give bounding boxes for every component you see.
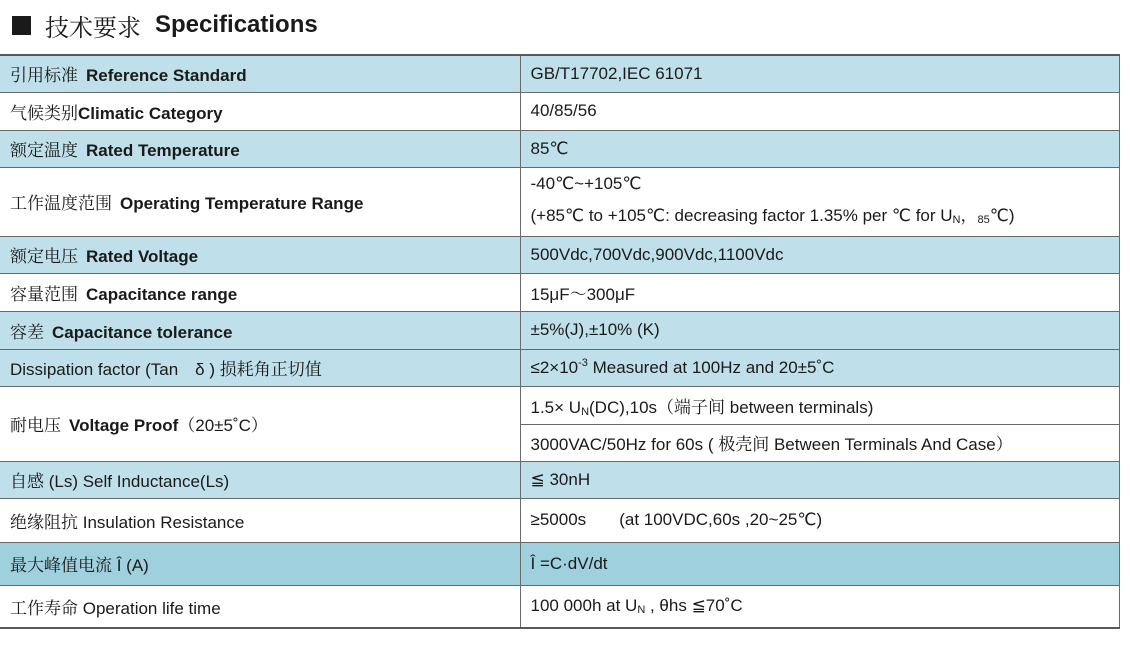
section-title-en: Specifications bbox=[155, 11, 318, 38]
row-value: ±5%(J),±10% (K) bbox=[520, 311, 1119, 349]
row-value: ≥5000s (at 100VDC,60s ,20~25℃) bbox=[520, 498, 1119, 542]
row-label: Dissipation factor (Tan δ ) 损耗角正切值 bbox=[0, 349, 520, 386]
table-row bbox=[0, 130, 1119, 167]
row-value: 15μF～300μF bbox=[520, 273, 1119, 311]
row-label: 引用标准 Reference Standard bbox=[0, 55, 520, 92]
table-row bbox=[0, 498, 1119, 542]
row-value: 3000VAC/50Hz for 60s ( 极壳间 Between Terminals And Case） bbox=[520, 424, 1119, 461]
table-row bbox=[0, 349, 1119, 386]
table-row bbox=[0, 92, 1119, 130]
table-row bbox=[0, 461, 1119, 498]
row-value: 85℃ bbox=[520, 130, 1119, 167]
table-row bbox=[0, 585, 1119, 628]
table-row bbox=[0, 167, 1119, 236]
section-title-cn: 技术要求 bbox=[45, 14, 141, 42]
row-label: 额定温度 Rated Temperature bbox=[0, 130, 520, 167]
table-row bbox=[0, 273, 1119, 311]
row-label: 绝缘阻抗 Insulation Resistance bbox=[0, 498, 520, 542]
row-label: 耐电压 Voltage Proof（20±5˚C） bbox=[0, 386, 520, 461]
row-label: 最大峰值电流 Î (A) bbox=[0, 542, 520, 585]
row-value: 100 000h at UN , θhs ≦70˚C bbox=[520, 585, 1119, 628]
row-label: 气候类别Climatic Category bbox=[0, 92, 520, 130]
row-value: 40/85/56 bbox=[520, 92, 1119, 130]
row-value: $\le 2\times 10^{-3}$ Measured at 100Hz and 20±5˚C bbox=[520, 349, 1119, 386]
row-value: ≦ 30nH bbox=[520, 461, 1119, 498]
row-value: GB/T17702,IEC 61071 bbox=[520, 55, 1119, 92]
row-label: 工作寿命 Operation life time bbox=[0, 585, 520, 628]
row-value: Î =C·dV/dt bbox=[520, 542, 1119, 585]
table-row bbox=[0, 311, 1119, 349]
row-value: 1.5× UN(DC),10s（端子间 between terminals) bbox=[520, 386, 1119, 424]
table-row bbox=[0, 236, 1119, 273]
section-title bbox=[12, 8, 318, 42]
table-row bbox=[0, 386, 1119, 424]
row-label: 工作温度范围 Operating Temperature Range bbox=[0, 167, 520, 236]
specifications-table bbox=[0, 54, 1120, 629]
row-label: 容量范围 Capacitance range bbox=[0, 273, 520, 311]
table-row bbox=[0, 55, 1119, 92]
square-bullet-icon bbox=[12, 16, 31, 35]
row-label: 自感 (Ls) Self Inductance(Ls) bbox=[0, 461, 520, 498]
table-row bbox=[0, 542, 1119, 585]
row-label: 额定电压 Rated Voltage bbox=[0, 236, 520, 273]
row-label: 容差 Capacitance tolerance bbox=[0, 311, 520, 349]
row-value: -40℃~+105℃ (+85℃ to +105℃: decreasing factor 1.35% per ℃ for UN，85℃) bbox=[520, 167, 1119, 236]
row-value: 500Vdc,700Vdc,900Vdc,1100Vdc bbox=[520, 236, 1119, 273]
